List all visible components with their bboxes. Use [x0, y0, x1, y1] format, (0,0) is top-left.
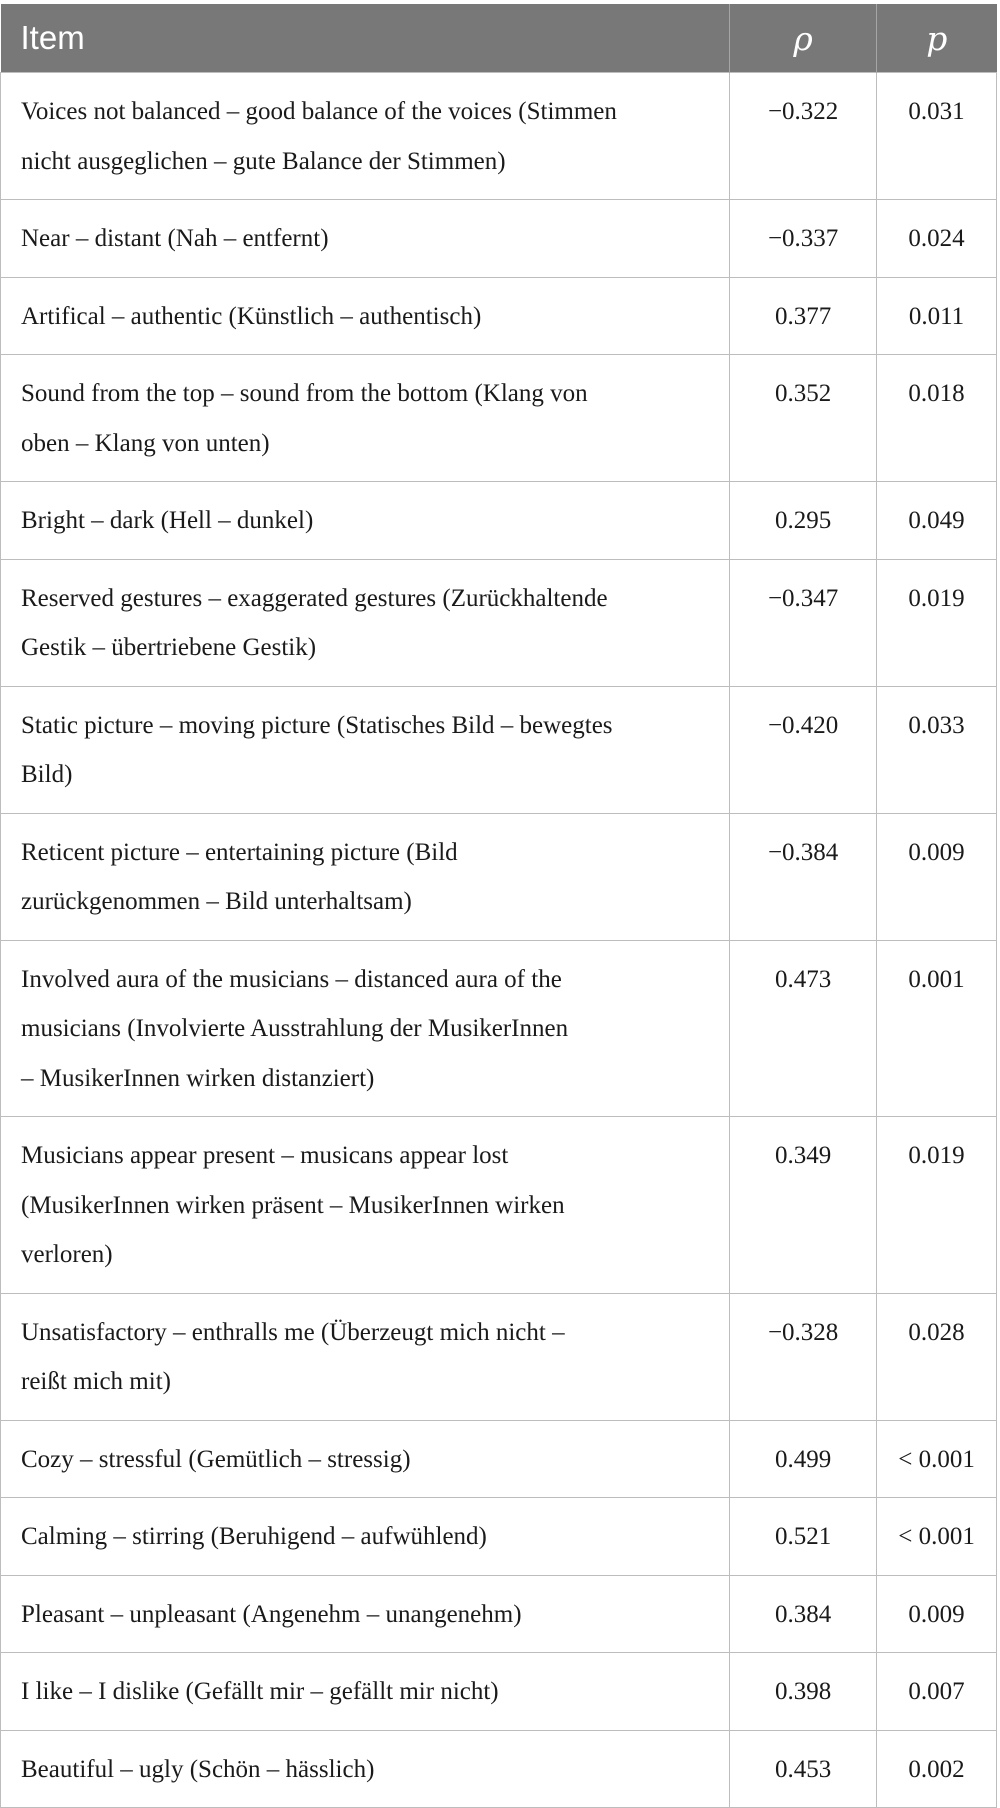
table-row — [1, 200, 997, 278]
rho-cell: 0.499 — [730, 1420, 877, 1498]
p-cell: 0.009 — [877, 813, 997, 940]
rho-cell: −0.322 — [730, 73, 877, 200]
item-text-line: oben – Klang von unten) — [21, 429, 270, 457]
item-cell — [1, 1498, 730, 1576]
item-text-line: Beautiful – ugly (Schön – hässlich) — [21, 1755, 375, 1783]
item-cell — [1, 355, 730, 482]
rho-cell: −0.420 — [730, 686, 877, 813]
table-row — [1, 355, 997, 482]
table-row — [1, 277, 997, 355]
item-cell — [1, 200, 730, 278]
item-cell — [1, 277, 730, 355]
table-row — [1, 686, 997, 813]
item-cell — [1, 1117, 730, 1294]
rho-cell: 0.453 — [730, 1730, 877, 1808]
item-text-line: reißt mich mit) — [21, 1368, 171, 1395]
table-body — [1, 73, 997, 1808]
rho-cell: 0.473 — [730, 940, 877, 1117]
rho-cell: 0.295 — [730, 482, 877, 560]
item-text-line: Bild) — [21, 761, 73, 788]
table-row — [1, 482, 997, 560]
item-cell — [1, 940, 730, 1117]
table-header — [1, 4, 997, 73]
rho-cell: 0.352 — [730, 355, 877, 482]
item-cell — [1, 1575, 730, 1653]
rho-cell: 0.398 — [730, 1653, 877, 1731]
item-text-line: Unsatisfactory – enthralls me (Überzeugt mich nicht – — [21, 1318, 565, 1346]
item-cell — [1, 559, 730, 686]
item-text-line: Artifical – authentic (Künstlich – authentisch) — [21, 302, 482, 330]
item-text-line: Gestik – übertriebene Gestik) — [21, 634, 317, 661]
rho-cell: −0.328 — [730, 1293, 877, 1420]
item-text-line: Voices not balanced – good balance of the voices (Stimmen — [21, 98, 617, 125]
table-row — [1, 940, 997, 1117]
rho-cell: −0.337 — [730, 200, 877, 278]
table-row — [1, 1117, 997, 1294]
item-text-line: verloren) — [21, 1241, 113, 1268]
table-row — [1, 1420, 997, 1498]
rho-cell: 0.349 — [730, 1117, 877, 1294]
p-cell: 0.001 — [877, 940, 997, 1117]
item-cell — [1, 482, 730, 560]
item-cell — [1, 73, 730, 200]
p-cell: 0.031 — [877, 73, 997, 200]
p-cell: < 0.001 — [877, 1498, 997, 1576]
p-cell: 0.019 — [877, 1117, 997, 1294]
item-text-line: Involved aura of the musicians – distanced aura of the — [21, 965, 562, 993]
item-text-line: musicians (Involvierte Ausstrahlung der MusikerInnen — [21, 1015, 569, 1042]
table-row — [1, 1575, 997, 1653]
header-item: Item — [1, 4, 730, 73]
p-cell: 0.019 — [877, 559, 997, 686]
p-cell: 0.002 — [877, 1730, 997, 1808]
item-cell — [1, 1420, 730, 1498]
item-cell — [1, 813, 730, 940]
p-cell: 0.024 — [877, 200, 997, 278]
table-row — [1, 559, 997, 686]
p-cell: 0.018 — [877, 355, 997, 482]
item-text-line: Sound from the top – sound from the bottom (Klang von — [21, 380, 588, 407]
item-text-line: I like – I dislike (Gefällt mir – gefällt mir nicht) — [21, 1678, 499, 1705]
item-text-line: Calming – stirring (Beruhigend – aufwühlend) — [21, 1523, 487, 1550]
p-cell: < 0.001 — [877, 1420, 997, 1498]
item-text-line: Cozy – stressful (Gemütlich – stressig) — [21, 1445, 411, 1473]
item-cell — [1, 1653, 730, 1731]
item-cell — [1, 1730, 730, 1808]
item-text-line: Musicians appear present – musicans appear lost — [21, 1142, 509, 1169]
table-row — [1, 1293, 997, 1420]
item-cell — [1, 686, 730, 813]
item-text-line: Bright – dark (Hell – dunkel) — [21, 507, 314, 534]
item-text-line: zurückgenommen – Bild unterhaltsam) — [21, 888, 412, 915]
item-text-line: nicht ausgeglichen – gute Balance der Stimmen) — [21, 147, 506, 175]
p-cell: 0.009 — [877, 1575, 997, 1653]
item-text-line: Reserved gestures – exaggerated gestures (Zurückhaltende — [21, 584, 608, 612]
table-row — [1, 1730, 997, 1808]
correlation-table — [0, 4, 997, 1808]
header-rho: ρ — [730, 4, 877, 73]
p-cell: 0.011 — [877, 277, 997, 355]
p-cell: 0.028 — [877, 1293, 997, 1420]
item-text-line: Pleasant – unpleasant (Angenehm – unangenehm) — [21, 1600, 522, 1628]
p-cell: 0.049 — [877, 482, 997, 560]
item-text-line: (MusikerInnen wirken präsent – MusikerInnen wirken — [21, 1191, 565, 1219]
table-row — [1, 73, 997, 200]
header-p: p — [877, 4, 997, 73]
table-row — [1, 1498, 997, 1576]
rho-cell: 0.521 — [730, 1498, 877, 1576]
table-row — [1, 1653, 997, 1731]
rho-cell: −0.347 — [730, 559, 877, 686]
item-text-line: Reticent picture – entertaining picture (Bild — [21, 838, 458, 866]
rho-cell: −0.384 — [730, 813, 877, 940]
p-cell: 0.033 — [877, 686, 997, 813]
item-text-line: – MusikerInnen wirken distanziert) — [21, 1064, 375, 1092]
p-cell: 0.007 — [877, 1653, 997, 1731]
item-cell — [1, 1293, 730, 1420]
rho-cell: 0.384 — [730, 1575, 877, 1653]
item-text-line: Near – distant (Nah – entfernt) — [21, 225, 329, 252]
table-row — [1, 813, 997, 940]
item-text-line: Static picture – moving picture (Statisches Bild – bewegtes — [21, 711, 613, 739]
rho-cell: 0.377 — [730, 277, 877, 355]
